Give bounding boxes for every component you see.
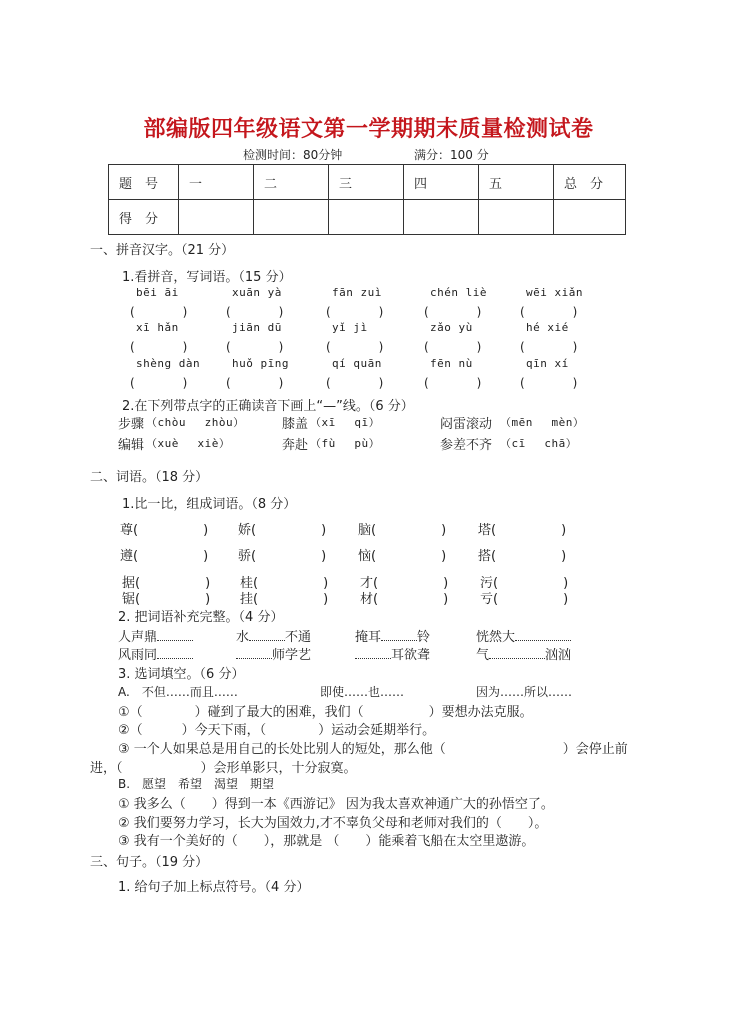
reading-options[interactable]: （mēn mèn） (500, 416, 585, 429)
score-header-cell: 五 (479, 165, 554, 200)
compare-item[interactable]: 亏( ) (480, 592, 569, 607)
question-2-2: 2. 把词语补充完整。（4 分） (118, 610, 284, 625)
idiom-fill[interactable] (355, 644, 430, 663)
score-table (108, 164, 626, 235)
exam-title: 部编版四年级语文第一学期期末质量检测试卷 (143, 116, 594, 142)
score-header-cell: 一 (179, 165, 254, 200)
idiom-blank[interactable] (355, 646, 391, 659)
compare-item[interactable]: 才( ) (360, 576, 449, 591)
reading-word: 参差不齐 (440, 438, 493, 453)
reading-options[interactable]: （fù pù） (310, 437, 381, 450)
pinyin-text: huǒ pīng (232, 357, 289, 370)
reading-options[interactable]: （cī chā） (500, 437, 578, 450)
answer-blank[interactable]: ( ) (326, 340, 384, 354)
answer-blank[interactable]: ( ) (326, 305, 384, 319)
score-input-cell[interactable] (254, 200, 329, 235)
answer-blank[interactable]: ( ) (520, 305, 578, 319)
score-input-cell[interactable] (554, 200, 626, 235)
answer-blank[interactable]: ( ) (326, 376, 384, 390)
pinyin-text: zǎo yù (430, 321, 473, 334)
question-1-2: 2.在下列带点字的正确读音下画上“—”线。（6 分） (122, 399, 414, 414)
idiom-part: 恍然大 (476, 630, 516, 645)
compare-item[interactable]: 塔( ) (478, 523, 567, 538)
answer-blank[interactable]: ( ) (226, 376, 284, 390)
score-header-cell: 总 分 (554, 165, 626, 200)
fill-sentence: ②（ ）今天下雨，（ ）运动会延期举行。 (118, 723, 436, 738)
pinyin-text: chén liè (430, 286, 487, 299)
pinyin-text: yǐ jì (332, 321, 368, 334)
fill-sentence: ① 我多么（ ）得到一本《西游记》 因为我太喜欢神通广大的孙悟空了。 (118, 797, 554, 812)
idiom-fill[interactable] (476, 644, 571, 663)
score-header-cell: 二 (254, 165, 329, 200)
compare-item[interactable]: 遵( ) (120, 549, 209, 564)
answer-blank[interactable]: ( ) (226, 340, 284, 354)
idiom-blank[interactable] (157, 628, 193, 641)
pinyin-text: fēn nù (430, 357, 473, 370)
reading-word: 步骤 (118, 417, 145, 432)
exam-full-score: 满分：100 分 (414, 148, 489, 162)
idiom-part: 风雨同 (118, 648, 158, 663)
compare-item[interactable]: 锯( ) (122, 592, 211, 607)
fill-sentence: 进，（ ）会形单影只，十分寂寞。 (90, 761, 357, 776)
answer-blank[interactable]: ( ) (130, 340, 188, 354)
score-input-cell[interactable] (404, 200, 479, 235)
pinyin-text: fān zuì (332, 286, 382, 299)
answer-blank[interactable]: ( ) (520, 376, 578, 390)
idiom-part: 汹汹 (545, 648, 572, 663)
answer-blank[interactable]: ( ) (130, 305, 188, 319)
fill-sentence: ①（ ）碰到了最大的困难，我们（ ）要想办法克服。 (118, 705, 533, 720)
score-header-cell: 三 (329, 165, 404, 200)
reading-options[interactable]: （xī qī） (310, 416, 381, 429)
compare-item[interactable]: 尊( ) (120, 523, 209, 538)
reading-word: 奔赴 (282, 438, 309, 453)
score-value-row (109, 200, 626, 235)
idiom-fill[interactable] (476, 626, 571, 645)
reading-word: 闷雷滚动 (440, 417, 493, 432)
answer-blank[interactable]: ( ) (520, 340, 578, 354)
compare-item[interactable]: 据( ) (122, 576, 211, 591)
pinyin-text: qí quān (332, 357, 382, 370)
answer-blank[interactable]: ( ) (130, 376, 188, 390)
pinyin-text: xī hǎn (136, 321, 179, 334)
reading-word: 编辑 (118, 438, 145, 453)
idiom-part: 师学艺 (272, 648, 312, 663)
idiom-blank[interactable] (381, 628, 417, 641)
pinyin-text: jiān dū (232, 321, 282, 334)
compare-item[interactable]: 恼( ) (358, 549, 447, 564)
question-1-1: 1.看拼音，写词语。（15 分） (122, 270, 292, 285)
option-b: B. 愿望 希望 渴望 期望 (118, 777, 275, 791)
question-2-1: 1.比一比，组成词语。（8 分） (122, 497, 297, 512)
pinyin-text: wēi xiǎn (526, 286, 583, 299)
idiom-fill[interactable] (118, 626, 193, 645)
answer-blank[interactable]: ( ) (424, 376, 482, 390)
compare-item[interactable]: 脑( ) (358, 523, 447, 538)
compare-item[interactable]: 骄( ) (238, 549, 327, 564)
score-header-row (109, 165, 626, 200)
pinyin-text: xuān yà (232, 286, 282, 299)
idiom-blank[interactable] (515, 628, 571, 641)
pinyin-text: qīn xí (526, 357, 569, 370)
idiom-fill[interactable] (355, 626, 430, 645)
option-a-3: 因为……所以…… (476, 685, 573, 699)
section-1-heading: 一、拼音汉字。（21 分） (90, 243, 235, 258)
score-input-cell[interactable] (479, 200, 554, 235)
idiom-blank[interactable] (236, 646, 272, 659)
pinyin-text: hé xié (526, 321, 569, 334)
reading-word: 膝盖 (282, 417, 309, 432)
compare-item[interactable]: 娇( ) (238, 523, 327, 538)
exam-time: 检测时间：80分钟 (243, 148, 343, 162)
idiom-part: 掩耳 (355, 630, 382, 645)
pinyin-text: shèng dàn (136, 357, 201, 370)
idiom-fill[interactable] (236, 626, 311, 645)
answer-blank[interactable]: ( ) (424, 305, 482, 319)
compare-item[interactable]: 搭( ) (478, 549, 567, 564)
idiom-part: 气 (476, 648, 490, 663)
idiom-blank[interactable] (249, 628, 285, 641)
idiom-fill[interactable] (118, 644, 193, 663)
compare-item[interactable]: 挂( ) (240, 592, 329, 607)
compare-item[interactable]: 桂( ) (240, 576, 329, 591)
score-input-cell[interactable] (179, 200, 254, 235)
answer-blank[interactable]: ( ) (226, 305, 284, 319)
section-2-heading: 二、词语。（18 分） (90, 470, 209, 485)
fill-sentence: ③ 我有一个美好的（ ），那就是 （ ）能乘着飞船在太空里遨游。 (118, 834, 535, 849)
fill-sentence: ② 我们要努力学习，长大为国效力,才不辜负父母和老师对我们的（ ）。 (118, 816, 548, 831)
question-3-1: 1. 给句子加上标点符号。（4 分） (118, 880, 310, 895)
idiom-part: 耳欲聋 (391, 648, 431, 663)
section-3-heading: 三、句子。（19 分） (90, 855, 209, 870)
option-a-1: A. 不但……而且…… (118, 685, 238, 699)
idiom-part: 不通 (285, 630, 312, 645)
score-input-cell[interactable] (329, 200, 404, 235)
compare-item[interactable]: 污( ) (480, 576, 569, 591)
score-row-label: 得 分 (109, 200, 179, 235)
reading-options[interactable]: （xuè xiè） (146, 437, 231, 450)
idiom-part: 人声鼎 (118, 630, 158, 645)
reading-options[interactable]: （chòu zhòu） (146, 416, 245, 429)
answer-blank[interactable]: ( ) (424, 340, 482, 354)
idiom-blank[interactable] (157, 646, 193, 659)
option-a-2: 即使……也…… (320, 685, 405, 699)
idiom-part: 铃 (417, 630, 431, 645)
fill-sentence: ③ 一个人如果总是用自己的长处比别人的短处，那么他（ ）会停止前 (118, 742, 628, 757)
idiom-part: 水 (236, 630, 250, 645)
score-header-cell: 题 号 (109, 165, 179, 200)
idiom-blank[interactable] (489, 646, 545, 659)
score-header-cell: 四 (404, 165, 479, 200)
idiom-fill[interactable] (236, 644, 311, 663)
compare-item[interactable]: 材( ) (360, 592, 449, 607)
pinyin-text: bēi āi (136, 286, 179, 299)
question-2-3: 3. 选词填空。（6 分） (118, 667, 245, 682)
